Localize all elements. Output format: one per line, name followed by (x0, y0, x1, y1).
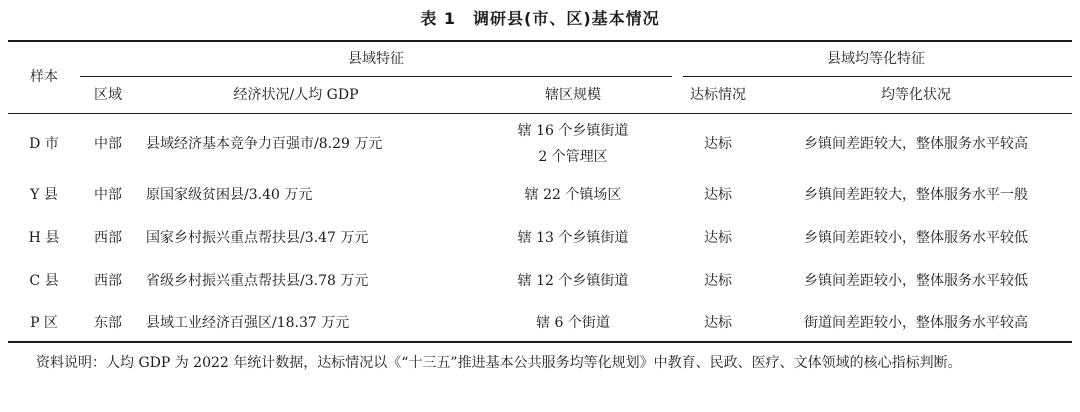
table-cell-region: 中部 (94, 136, 122, 152)
table-cell-economy: 省级乡村振兴重点帮扶县/3.78 万元 (146, 273, 369, 289)
table-cell-status: 达标 (704, 315, 732, 331)
bottom-rule (8, 341, 1072, 343)
table-cell-region: 西部 (94, 273, 122, 289)
table-cell-region: 东部 (94, 315, 122, 331)
header-equalization-features: 县域均等化特征 (827, 51, 925, 67)
table-cell-status: 达标 (704, 136, 732, 152)
table-cell-status: 达标 (704, 187, 732, 203)
header-county-features: 县域特征 (348, 51, 404, 67)
table-cell-scale: 辖 6 个街道 (536, 315, 610, 331)
group2-rule (683, 76, 1072, 77)
table-cell-sample: C 县 (29, 273, 59, 289)
top-rule (8, 40, 1072, 42)
table-cell-economy: 县域经济基本竞争力百强市/8.29 万元 (146, 136, 383, 152)
table-title: 表 1 调研县(市、区)基本情况 (420, 9, 660, 28)
table-cell-status: 达标 (704, 273, 732, 289)
table-cell-scale-line2: 2 个管理区 (538, 149, 608, 165)
table-cell-economy: 国家乡村振兴重点帮扶县/3.47 万元 (146, 230, 369, 246)
table-cell-region: 西部 (94, 230, 122, 246)
table-cell-economy: 县域工业经济百强区/18.37 万元 (146, 315, 350, 331)
group1-rule (80, 76, 672, 77)
table-cell-scale: 辖 12 个乡镇街道 (517, 273, 629, 289)
table-cell-sample: H 县 (28, 230, 60, 246)
table-cell-equalization: 街道间差距较小，整体服务水平较高 (804, 315, 1028, 331)
table-cell-scale: 辖 22 个镇场区 (524, 187, 622, 203)
table-cell-region: 中部 (94, 187, 122, 203)
header-sample: 样本 (30, 69, 58, 85)
table-footnote: 资料说明：人均 GDP 为 2022 年统计数据，达标情况以《“十三五”推进基本公共服务均等化规划》中教育、民政、医疗、文体领域的核心指标判断。 (36, 355, 962, 371)
table-cell-equalization: 乡镇间差距较大，整体服务水平一般 (804, 187, 1028, 203)
header-economy: 经济状况/人均 GDP (233, 87, 359, 103)
table-cell-equalization: 乡镇间差距较大，整体服务水平较高 (804, 136, 1028, 152)
header-region: 区域 (94, 87, 122, 103)
table-cell-scale: 辖 16 个乡镇街道 (517, 123, 629, 139)
header-equalization: 均等化状况 (881, 87, 951, 103)
header-status: 达标情况 (690, 87, 746, 103)
header-rule (8, 113, 1072, 114)
table-cell-equalization: 乡镇间差距较小，整体服务水平较低 (804, 230, 1028, 246)
table-cell-equalization: 乡镇间差距较小，整体服务水平较低 (804, 273, 1028, 289)
table-cell-sample: P 区 (30, 315, 58, 331)
header-scale: 辖区规模 (545, 87, 601, 103)
table-cell-sample: Y 县 (30, 187, 58, 203)
table-cell-status: 达标 (704, 230, 732, 246)
table-cell-sample: D 市 (29, 136, 59, 152)
table-cell-scale: 辖 13 个乡镇街道 (517, 230, 629, 246)
table-cell-economy: 原国家级贫困县/3.40 万元 (146, 187, 313, 203)
